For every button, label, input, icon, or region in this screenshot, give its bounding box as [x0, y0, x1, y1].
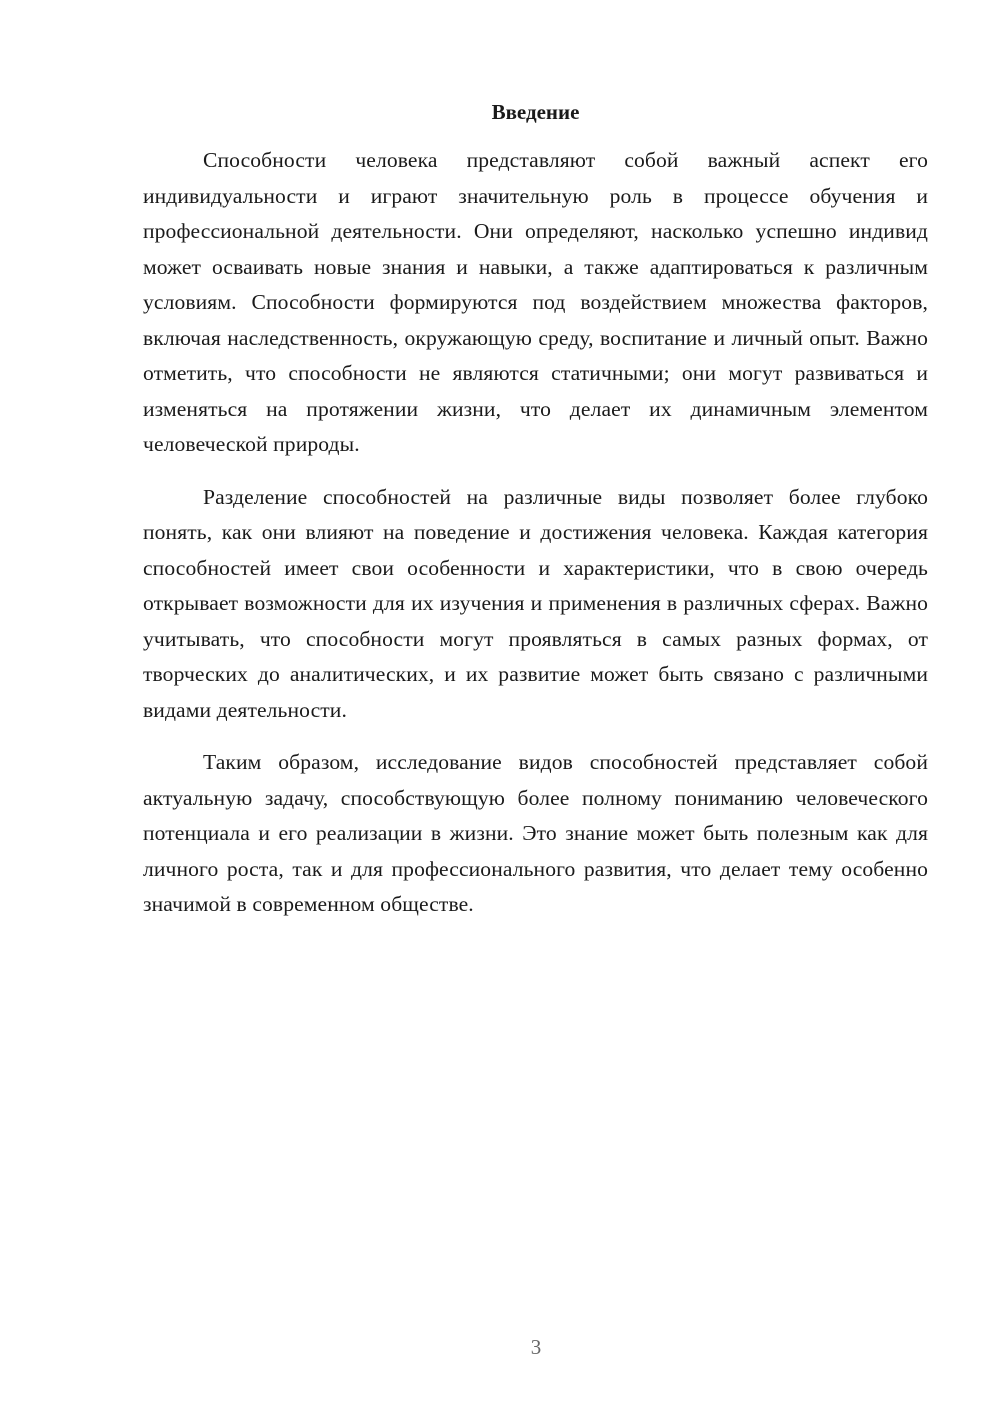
paragraph-3: Таким образом, исследование видов способностей представляет собой актуальную задачу, способствующую более полному пониманию человеческого потенциала и его реализации в жизни. Это знание может быть полезным как для личного роста, так и для профессионального развития, что делает тему особенно значимой в современном обществе. [143, 750, 928, 916]
paragraph-2: Разделение способностей на различные виды позволяет более глубоко понять, как они влияют на поведение и достижения человека. Каждая категория способностей имеет свои особенности и характеристики, что в свою очередь открывает возможности для их изучения и применения в различных сферах. Важно учитывать, что способности могут проявляться в самых разных формах, от творческих до аналитических, и их развитие может быть связано с различными видами деятельности. [143, 484, 928, 722]
document-body [143, 143, 928, 940]
section-title: Введение [491, 100, 580, 124]
page-number: 3 [530, 1335, 542, 1359]
paragraph-1: Способности человека представляют собой важный аспект его индивидуальности и играют значительную роль в процессе обучения и профессиональной деятельности. Они определяют, насколько успешно индивид может осваивать новые знания и навыки, а также адаптироваться к различным условиям. Способности формируются под воздействием множества факторов, включая наследственность, окружающую среду, воспитание и личный опыт. Важно отметить, что способности не являются статичными; они могут развиваться и изменяться на протяжении жизни, что делает их динамичным элементом человеческой природы. [143, 148, 928, 456]
